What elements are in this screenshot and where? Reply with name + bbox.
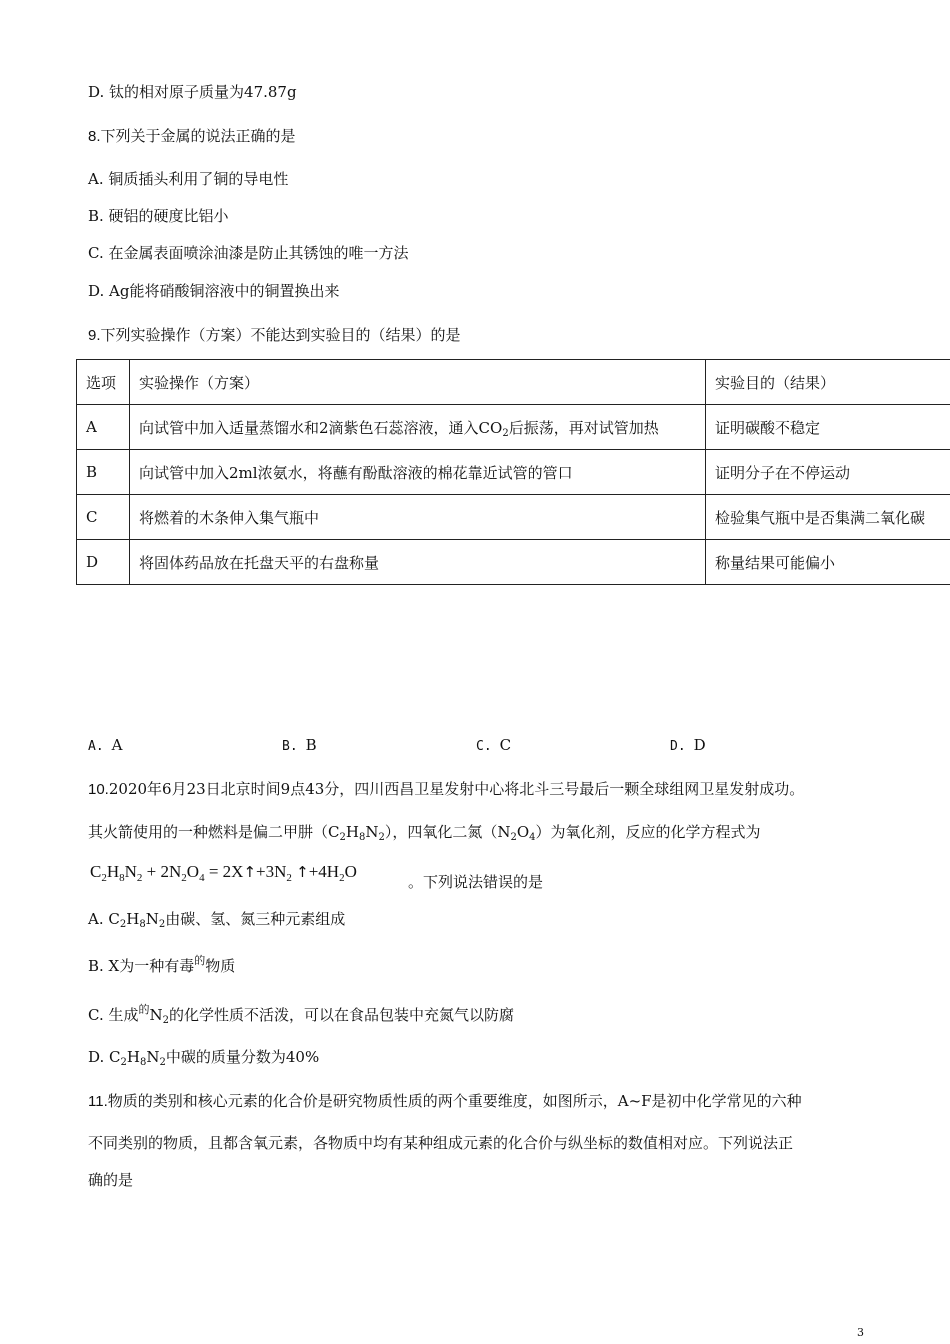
q10-line2-end: ）为氧化剂，反应的化学方程式为 — [535, 823, 761, 841]
q10-equation-tail: 。下列说法错误的是 — [408, 873, 544, 891]
q9-choice-a — [88, 735, 123, 757]
q10-line2-middle: ），四氧化二氮（N — [384, 823, 511, 841]
q11-line1 — [88, 1091, 802, 1112]
row-goal: 证明碳酸不稳定 — [706, 405, 950, 450]
q11-line3: 确的是 — [88, 1171, 134, 1189]
row-operation — [130, 495, 706, 540]
choice-text: B — [305, 736, 317, 754]
row-option: C — [77, 495, 130, 540]
option-text-end: 的化学性质不活泼，可以在食品包装中充氮气以防腐 — [168, 1006, 514, 1024]
subscript: 4 — [529, 832, 536, 843]
option-text: D. C — [88, 1048, 121, 1066]
table-row — [77, 540, 950, 585]
operation-text-end: 后振荡，再对试管加热 — [508, 418, 659, 437]
option-text: B. X为一种有毒 — [88, 957, 195, 975]
subscript: 2 — [120, 1057, 127, 1068]
q11-line2: 不同类别的物质，且都含氧元素，各物质中均有某种组成元素的化合价与纵坐标的数值相对应。下列说法正 — [88, 1134, 794, 1152]
option-text-end: 由碳、氢、氮三种元素组成 — [165, 910, 346, 928]
superscript-char: 的 — [138, 1003, 150, 1016]
q9-choice-d — [670, 735, 706, 757]
q9-choice-b — [282, 735, 317, 757]
q8-number: 8. — [88, 128, 101, 145]
subscript: 2 — [162, 1015, 169, 1026]
experiment-table — [76, 359, 950, 585]
subscript: 2 — [159, 1057, 166, 1068]
operation-subscript: 2 — [502, 427, 509, 439]
row-option: B — [77, 450, 130, 495]
q8-option-c: C. 在金属表面喷涂油漆是防止其锈蚀的唯一方法 — [88, 244, 409, 262]
subscript: 2 — [378, 832, 385, 843]
q8-option-d: D. Ag能将硝酸铜溶液中的铜置换出来 — [88, 282, 340, 300]
option-text-end: 中碳的质量分数为40% — [165, 1048, 320, 1066]
q10-option-a: A. $C_2H_8N_2$由碳、氢、氮三种元素组成 — [88, 910, 346, 930]
option-formula: N — [149, 1006, 163, 1024]
q8-option-a: A. 铜质插头利用了铜的导电性 — [88, 170, 289, 188]
q11-line1-text: 物质的类别和核心元素的化合价是研究物质性质的两个重要维度，如图所示，A~F是初中化学常见的六种 — [107, 1092, 802, 1110]
choice-text: D — [693, 736, 706, 754]
q10-line1-text: 2020年6月23日北京时间9点43分，四川西昌卫星发射中心将北斗三号最后一颗全球组网卫星发射成功。 — [108, 780, 805, 798]
q11-number: 11. — [88, 1093, 108, 1110]
header-option: 选项 — [77, 360, 130, 405]
choice-text: A — [111, 736, 123, 754]
option-text-end: 物质 — [205, 957, 236, 975]
header-goal: 实验目的（结果） — [706, 360, 950, 405]
superscript-char: 的 — [194, 954, 206, 967]
gas-arrow-icon: ↑ — [296, 863, 309, 881]
choice-letter: C. — [476, 739, 492, 754]
table-header-row — [77, 360, 950, 405]
operation-text: 向试管中加入2ml浓氨水，将蘸有酚酞溶液的棉花靠近试管的管口 — [139, 463, 573, 482]
q9-stem-text: 下列实验操作（方案）不能达到实验目的（结果）的是 — [100, 326, 461, 344]
q8-stem-text: 下列关于金属的说法正确的是 — [100, 127, 296, 145]
q10-option-c — [88, 1005, 514, 1025]
q10-line2: 其火箭使用的一种燃料是偏二甲肼$(C_2H_8N_2)$，四氧化二氮$(N_2O_4)$为氧化剂，反应的化学方程式为 — [88, 823, 761, 843]
subscript: 2 — [339, 832, 346, 843]
table-row — [77, 405, 950, 450]
subscript: 2 — [158, 919, 166, 930]
gas-arrow-icon: ↑ — [243, 863, 257, 881]
q9-number: 9. — [88, 327, 101, 344]
operation-text: 将固体药品放在托盘天平的右盘称量 — [139, 553, 380, 572]
operation-text: 将燃着的木条伸入集气瓶中 — [139, 508, 320, 527]
row-goal: 证明分子在不停运动 — [706, 450, 950, 495]
row-operation — [130, 540, 706, 585]
option-text: A. C — [88, 910, 120, 928]
row-operation — [130, 405, 706, 450]
choice-letter: A. — [88, 739, 104, 754]
subscript: 8 — [139, 919, 146, 930]
operation-text: 向试管中加入适量蒸馏水和2滴紫色石蕊溶液，通入CO — [139, 418, 503, 437]
subscript: 8 — [139, 1057, 147, 1068]
choice-letter: B. — [282, 739, 298, 754]
subscript: 8 — [358, 832, 366, 843]
q10-option-b — [88, 956, 235, 976]
row-operation — [130, 450, 706, 495]
row-option: D — [77, 540, 130, 585]
subscript: 2 — [510, 832, 517, 843]
option-text: C. 生成 — [88, 1006, 139, 1024]
q9-choice-c — [476, 735, 511, 757]
header-operation: 实验操作（方案） — [130, 360, 706, 405]
row-goal: 检验集气瓶中是否集满二氧化碳 — [706, 495, 950, 540]
q8-stem — [88, 126, 296, 147]
subscript: 2 — [119, 919, 127, 930]
table-row — [77, 450, 950, 495]
q9-stem — [88, 325, 461, 346]
q10-number: 10. — [88, 781, 109, 798]
choice-letter: D. — [670, 739, 686, 754]
table-row — [77, 495, 950, 540]
q8-option-b: B. 硬铝的硬度比铝小 — [88, 207, 229, 225]
chemical-equation: $C_2H_8N_2 + 2N_2O_4$ = $2X↑+3N_2$ $↑+4H_2O$ — [90, 862, 357, 884]
q10-line2-start: 其火箭使用的一种燃料是偏二甲肼（C — [88, 823, 340, 841]
row-goal: 称量结果可能偏小 — [706, 540, 950, 585]
page-number: 3 — [857, 1326, 864, 1339]
row-option: A — [77, 405, 130, 450]
q10-line1 — [88, 779, 804, 800]
q7-option-d: D. 钛的相对原子质量为47.87g — [88, 83, 297, 101]
choice-text: C — [499, 736, 512, 754]
q10-option-d: D. $C_2H_8N_2$中碳的质量分数为40% — [88, 1048, 320, 1068]
